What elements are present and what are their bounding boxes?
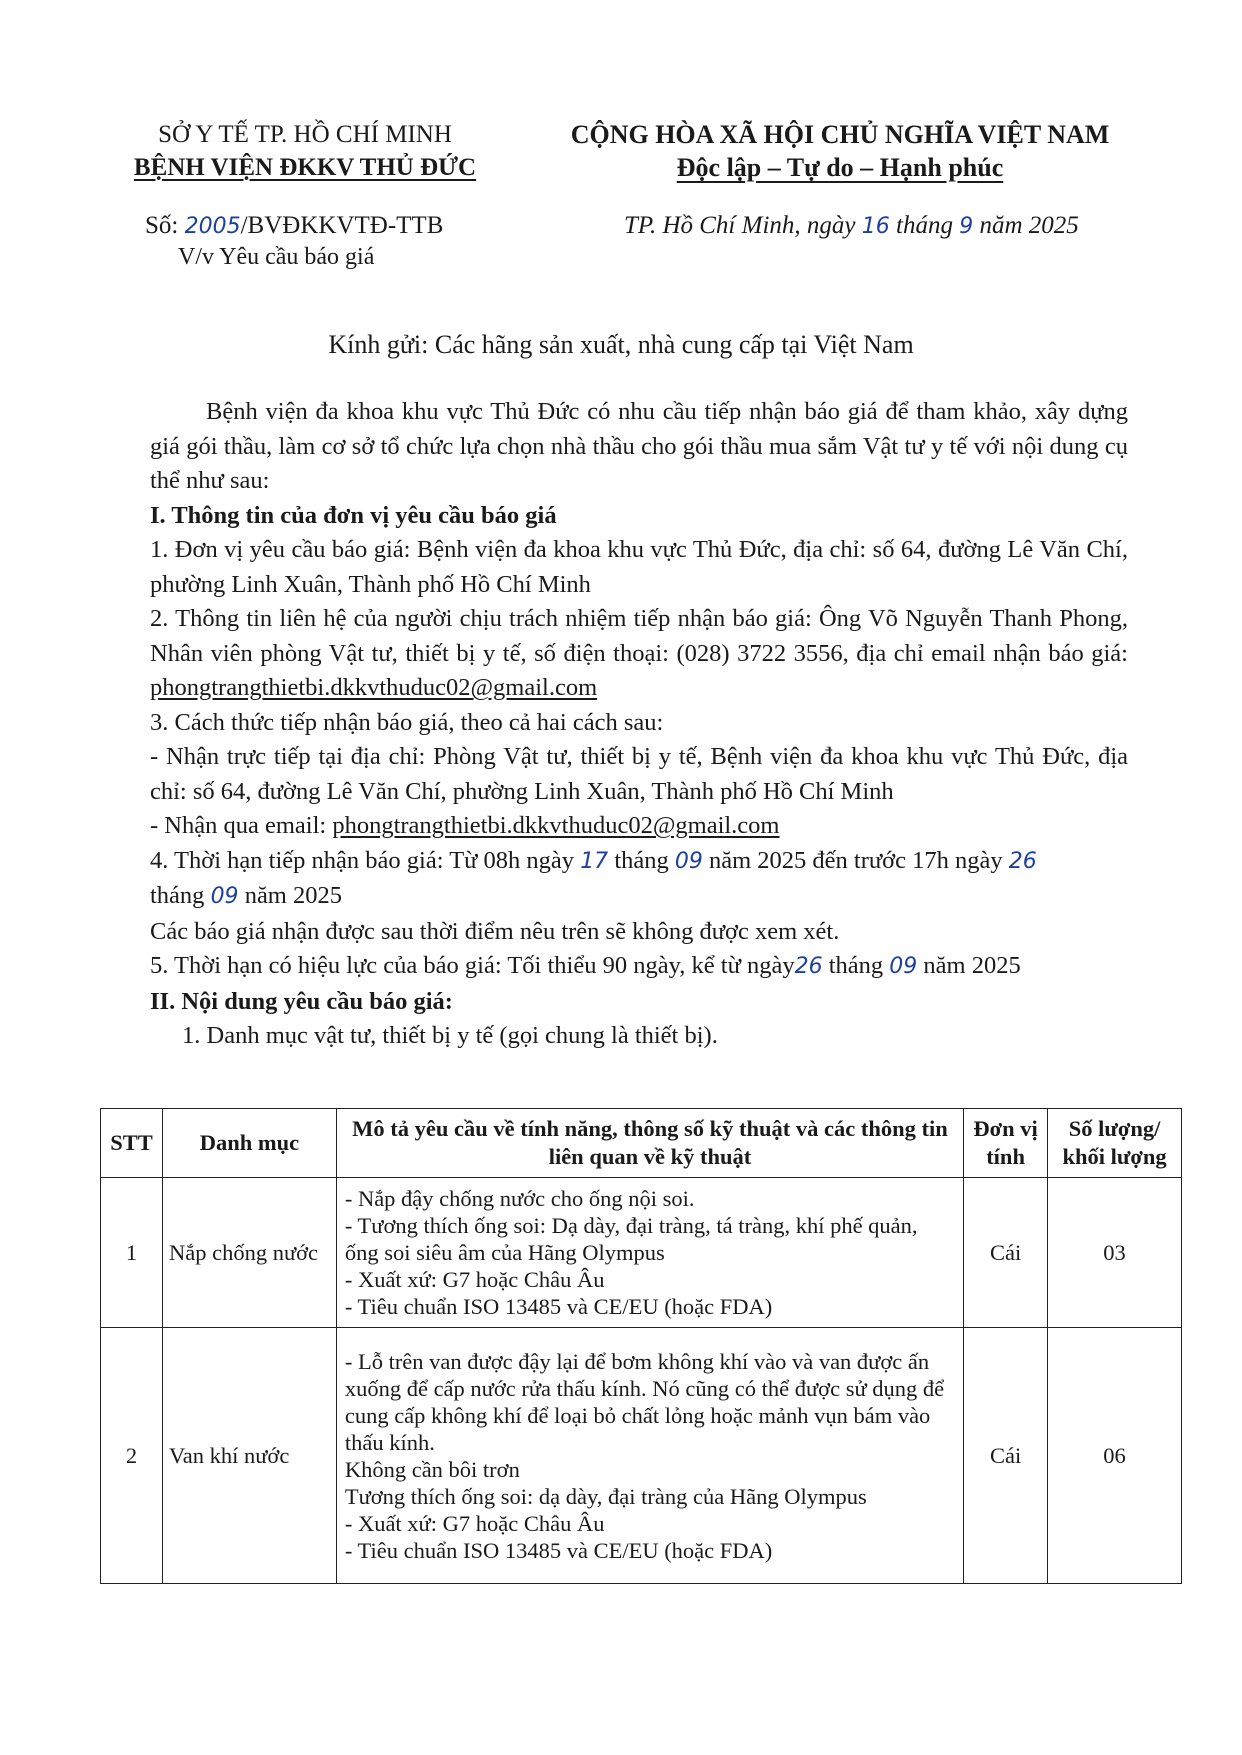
table-row bbox=[101, 1178, 1182, 1328]
issuer-hospital: BỆNH VIỆN ĐKKV THỦ ĐỨC bbox=[133, 154, 477, 181]
desc-line: - Xuất xứ: G7 hoặc Châu Âu bbox=[344, 1510, 605, 1536]
nation-name: CỘNG HÒA XÃ HỘI CHỦ NGHĨA VIỆT NAM bbox=[570, 120, 1110, 149]
table-header-row bbox=[101, 1109, 1182, 1178]
cell-name: Van khí nước bbox=[162, 1328, 336, 1584]
handwritten-day: 26 bbox=[794, 954, 823, 979]
late-quote-note: Các báo giá nhận được sau thời điểm nêu trên sẽ không được xem xét. bbox=[150, 917, 840, 945]
national-heading bbox=[520, 118, 1160, 184]
handwritten-number: 2005 bbox=[184, 214, 241, 239]
handwritten-month: 09 bbox=[889, 954, 918, 979]
handwritten-day: 17 bbox=[580, 848, 609, 874]
cell-qty: 06 bbox=[1048, 1328, 1182, 1584]
desc-line: - Tiêu chuẩn ISO 13485 và CE/EU (hoặc FDA) bbox=[344, 1537, 773, 1563]
issuer-block bbox=[110, 118, 500, 184]
document-subject: V/v Yêu cầu báo giá bbox=[178, 244, 375, 270]
section-1-item-3: 3. Cách thức tiếp nhận báo giá, theo cả hai cách sau: bbox=[150, 708, 664, 736]
section-1-item-2: 2. Thông tin liên hệ của người chịu trách nhiệm tiếp nhận báo giá: Ông Võ Nguyễn Thanh Phong, Nhân viên phòng Vật tư, thiết bị y tế, số điện thoại: (028) 3722 3556, địa chỉ email nhận báo giá: phongtrangthietbi.dkkvthuduc02@gmail.com bbox=[150, 605, 1128, 701]
table-row bbox=[101, 1328, 1182, 1584]
document-number: Số: 2005/BVĐKKVTĐ-TTB bbox=[145, 212, 444, 239]
receive-direct: - Nhận trực tiếp tại địa chỉ: Phòng Vật tư, thiết bị y tế, Bệnh viện đa khoa khu vực Thủ Đức, địa chỉ: số 64, đường Lê Văn Chí, phường Linh Xuân, Thành phố Hồ Chí Minh bbox=[150, 743, 1128, 805]
section-1-item-1: 1. Đơn vị yêu cầu báo giá: Bệnh viện đa khoa khu vực Thủ Đức, địa chỉ: số 64, đường Lê Văn Chí, phường Linh Xuân, Thành phố Hồ Chí Minh bbox=[150, 536, 1128, 598]
cell-qty: 03 bbox=[1048, 1178, 1182, 1328]
contact-email-link[interactable]: phongtrangthietbi.dkkvthuduc02@gmail.com bbox=[150, 674, 598, 701]
intro-paragraph: Bệnh viện đa khoa khu vực Thủ Đức có nhu cầu tiếp nhận báo giá để tham khảo, xây dựng giá gói thầu, làm cơ sở tổ chức lựa chọn nhà thầu cho gói thầu mua sắm Vật tư y tế với nội dung cụ thể như sau: bbox=[150, 398, 1128, 494]
desc-line: Không cần bôi trơn bbox=[344, 1456, 520, 1482]
cell-stt: 2 bbox=[101, 1328, 163, 1584]
issuer-department: SỞ Y TẾ TP. HỒ CHÍ MINH bbox=[158, 121, 452, 148]
section-2-item-1: 1. Danh mục vật tư, thiết bị y tế (gọi chung là thiết bị). bbox=[182, 1022, 718, 1049]
handwritten-month: 09 bbox=[210, 884, 239, 909]
section-1-item-4: 4. Thời hạn tiếp nhận báo giá: Từ 08h ngày 17 tháng 09 năm 2025 đến trước 17h ngày 26 tháng 09 năm 2025 bbox=[150, 846, 1037, 909]
document-body bbox=[150, 395, 1128, 1054]
desc-line: - Xuất xứ: G7 hoặc Châu Âu bbox=[344, 1267, 605, 1292]
col-header-desc: Mô tả yêu cầu về tính năng, thông số kỹ thuật và các thông tin liên quan về kỹ thuật bbox=[336, 1109, 963, 1178]
cell-desc bbox=[336, 1328, 963, 1584]
col-header-unit: Đơn vị tính bbox=[964, 1109, 1048, 1178]
handwritten-day: 16 bbox=[861, 214, 890, 239]
handwritten-month: 9 bbox=[959, 214, 974, 239]
desc-line: - Tiêu chuẩn ISO 13485 và CE/EU (hoặc FDA) bbox=[344, 1294, 773, 1319]
col-header-stt: STT bbox=[101, 1109, 163, 1178]
document-date: TP. Hồ Chí Minh, ngày 16 tháng 9 năm 2025 bbox=[624, 212, 1079, 239]
cell-unit: Cái bbox=[964, 1178, 1048, 1328]
desc-line: - Nắp đậy chống nước cho ống nội soi. bbox=[344, 1186, 695, 1211]
receive-email-link[interactable]: phongtrangthietbi.dkkvthuduc02@gmail.com bbox=[332, 812, 780, 839]
desc-line: - Lỗ trên van được đậy lại để bơm không khí vào và van được ấn xuống để cấp nước rửa thấu kính. Nó cũng có thể được sử dụng để cung cấp không khí để loại bỏ chất lỏng hoặc mảnh vụn bám vào thấu kính. bbox=[344, 1348, 945, 1455]
handwritten-month: 09 bbox=[674, 848, 703, 874]
section-1-item-5: 5. Thời hạn có hiệu lực của báo giá: Tối thiểu 90 ngày, kể từ ngày26 tháng 09 năm 2025 bbox=[150, 952, 1021, 979]
handwritten-day: 26 bbox=[1008, 848, 1037, 874]
cell-stt: 1 bbox=[101, 1178, 163, 1328]
section-2-title: II. Nội dung yêu cầu báo giá: bbox=[150, 987, 453, 1015]
national-motto: Độc lập – Tự do – Hạnh phúc bbox=[676, 153, 1004, 182]
section-1-title: I. Thông tin của đơn vị yêu cầu báo giá bbox=[150, 501, 557, 529]
equipment-table bbox=[100, 1108, 1182, 1584]
cell-name: Nắp chống nước bbox=[162, 1178, 336, 1328]
col-header-qty: Số lượng/ khối lượng bbox=[1048, 1109, 1182, 1178]
desc-line: - Tương thích ống soi: Dạ dày, đại tràng, tá tràng, khí phế quản, ống soi siêu âm của Hãng Olympus bbox=[344, 1213, 918, 1265]
cell-unit: Cái bbox=[964, 1328, 1048, 1584]
receive-email: - Nhận qua email: phongtrangthietbi.dkkvthuduc02@gmail.com bbox=[150, 812, 780, 839]
col-header-name: Danh mục bbox=[162, 1109, 336, 1178]
cell-desc bbox=[336, 1178, 963, 1328]
greeting: Kính gửi: Các hãng sản xuất, nhà cung cấp tại Việt Nam bbox=[328, 330, 914, 359]
desc-line: Tương thích ống soi: dạ dày, đại tràng của Hãng Olympus bbox=[344, 1483, 867, 1509]
